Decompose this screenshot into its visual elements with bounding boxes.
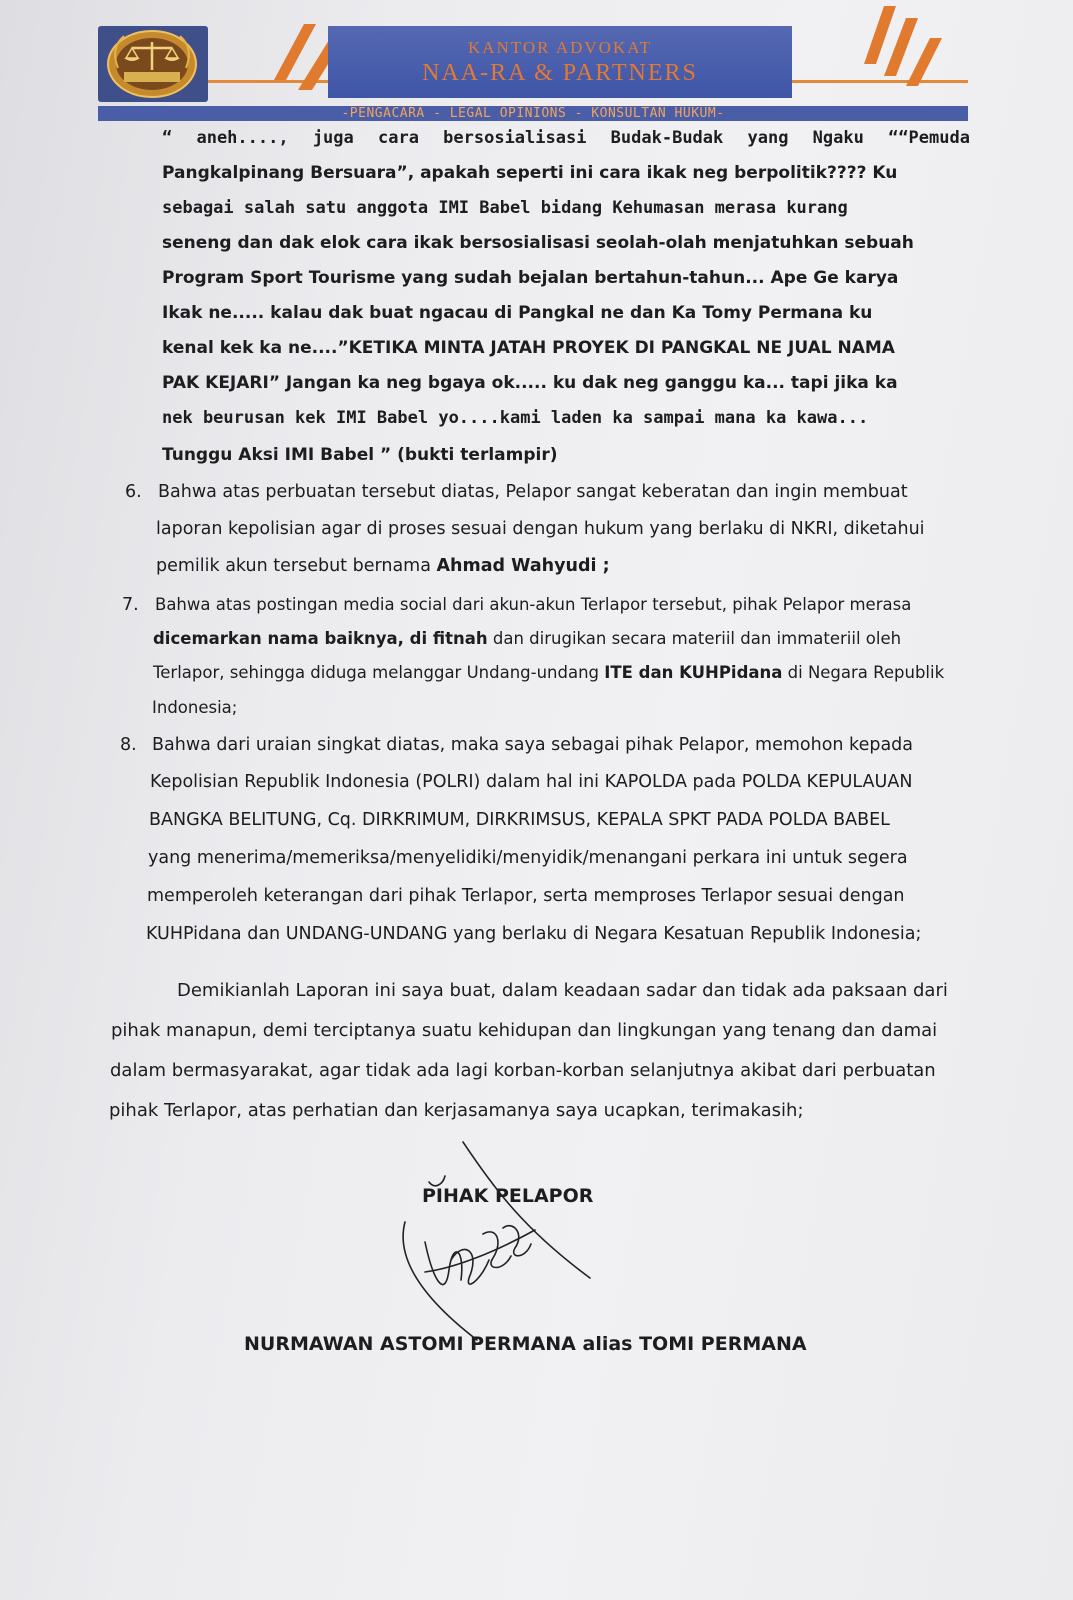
signature-title: PIHAK PELAPOR bbox=[422, 1185, 594, 1207]
quote-word: Budak-Budak bbox=[610, 128, 724, 148]
quote-word: yang bbox=[747, 128, 789, 148]
quote-word: bersosialisasi bbox=[443, 128, 587, 148]
item-text: Terlapor, sehingga diduga melanggar Undang-undang bbox=[153, 663, 605, 682]
item-6-line-2: laporan kepolisian agar di proses sesuai dengan hukum yang berlaku di NKRI, diketahui bbox=[156, 519, 925, 539]
handwritten-signature-icon bbox=[385, 1130, 605, 1350]
quote-line-8: PAK KEJARI” Jangan ka neg bgaya ok..... ku dak neg ganggu ka... tapi jika ka bbox=[162, 373, 898, 393]
item-7-line-1: Bahwa atas postingan media social dari akun-akun Terlapor tersebut, pihak Pelapor merasa bbox=[155, 595, 912, 614]
quote-line-3: sebagai salah satu anggota IMI Babel bidang Kehumasan merasa kurang bbox=[162, 198, 848, 218]
item-8-line-6: KUHPidana dan UNDANG-UNDANG yang berlaku di Negara Kesatuan Republik Indonesia; bbox=[146, 924, 922, 944]
account-owner-name: Ahmad Wahyudi ; bbox=[436, 556, 610, 576]
quote-line-4: seneng dan dak elok cara ikak bersosialisasi seolah-olah menjatuhkan sebuah bbox=[162, 233, 914, 253]
quote-word: cara bbox=[377, 128, 419, 148]
item-emphasis: dicemarkan nama baiknya, di fitnah bbox=[153, 629, 488, 648]
item-6-line-3 bbox=[156, 556, 610, 576]
quote-line-2: Pangkalpinang Bersuara”, apakah seperti ini cara ikak neg berpolitik???? Ku bbox=[162, 163, 898, 183]
quote-word: juga bbox=[312, 128, 354, 148]
tagline: -PENGACARA - LEGAL OPINIONS - KONSULTAN HUKUM- bbox=[341, 106, 725, 121]
item-7-line-3 bbox=[153, 663, 944, 682]
quote-line-6: Ikak ne..... kalau dak buat ngacau di Pangkal ne dan Ka Tomy Permana ku bbox=[162, 303, 873, 323]
slash-decoration-right-icon bbox=[860, 2, 960, 88]
letterhead bbox=[0, 0, 1073, 140]
firm-label: KANTOR ADVOKAT bbox=[468, 38, 652, 57]
quote-word: “ bbox=[162, 128, 173, 148]
quote-line-10: Tunggu Aksi IMI Babel ” (bukti terlampir) bbox=[162, 445, 558, 465]
item-7-line-4: Indonesia; bbox=[152, 698, 238, 717]
quote-line-5: Program Sport Tourisme yang sudah bejalan bertahun-tahun... Ape Ge karya bbox=[162, 268, 899, 288]
closing-line-2: pihak manapun, demi terciptanya suatu kehidupan dan lingkungan yang tenang dan damai bbox=[111, 1020, 938, 1041]
item-emphasis: ITE dan KUHPidana bbox=[604, 663, 783, 682]
firm-name: NAA-RA & PARTNERS bbox=[422, 60, 698, 86]
closing-line-3: dalam bermasyarakat, agar tidak ada lagi korban-korban selanjutnya akibat dari perbuatan bbox=[110, 1060, 936, 1081]
quote-word: Ngaku bbox=[812, 128, 864, 148]
item-text: di Negara Republik bbox=[782, 663, 945, 682]
quote-line-1 bbox=[162, 128, 970, 148]
closing-line-1: Demikianlah Laporan ini saya buat, dalam keadaan sadar dan tidak ada paksaan dari bbox=[177, 980, 948, 1001]
quote-line-7: kenal kek ka ne....”KETIKA MINTA JATAH PROYEK DI PANGKAL NE JUAL NAMA bbox=[162, 338, 895, 358]
item-8-line-3: BANGKA BELITUNG, Cq. DIRKRIMUM, DIRKRIMSUS, KEPALA SPKT PADA POLDA BABEL bbox=[149, 810, 890, 830]
item-8-line-4: yang menerima/memeriksa/menyelidiki/menyidik/menangani perkara ini untuk segera bbox=[148, 848, 908, 868]
item-number: 6. bbox=[125, 482, 142, 502]
item-7-line-2 bbox=[153, 629, 901, 648]
item-8-line-1: Bahwa dari uraian singkat diatas, maka saya sebagai pihak Pelapor, memohon kepada bbox=[152, 735, 914, 755]
item-number: 8. bbox=[120, 735, 137, 755]
quote-line-9: nek beurusan kek IMI Babel yo....kami laden ka sampai mana ka kawa... bbox=[162, 408, 869, 428]
quote-word: aneh...., bbox=[196, 128, 289, 148]
item-text: pemilik akun tersebut bernama bbox=[156, 556, 437, 576]
quote-word: ““Pemuda bbox=[888, 128, 970, 148]
item-6-line-1: Bahwa atas perbuatan tersebut diatas, Pelapor sangat keberatan dan ingin membuat bbox=[158, 482, 908, 502]
signatory-name: NURMAWAN ASTOMI PERMANA alias TOMI PERMANA bbox=[244, 1333, 807, 1355]
item-8-line-5: memperoleh keterangan dari pihak Terlapor, serta memproses Terlapor sesuai dengan bbox=[147, 886, 905, 906]
firm-logo-scales-icon bbox=[104, 28, 200, 100]
item-number: 7. bbox=[122, 595, 139, 615]
closing-line-4: pihak Terlapor, atas perhatian dan kerjasamanya saya ucapkan, terimakasih; bbox=[109, 1100, 804, 1121]
item-text: dan dirugikan secara materiil dan immateriil oleh bbox=[487, 629, 902, 648]
item-8-line-2: Kepolisian Republik Indonesia (POLRI) dalam hal ini KAPOLDA pada POLDA KEPULAUAN bbox=[150, 772, 913, 792]
